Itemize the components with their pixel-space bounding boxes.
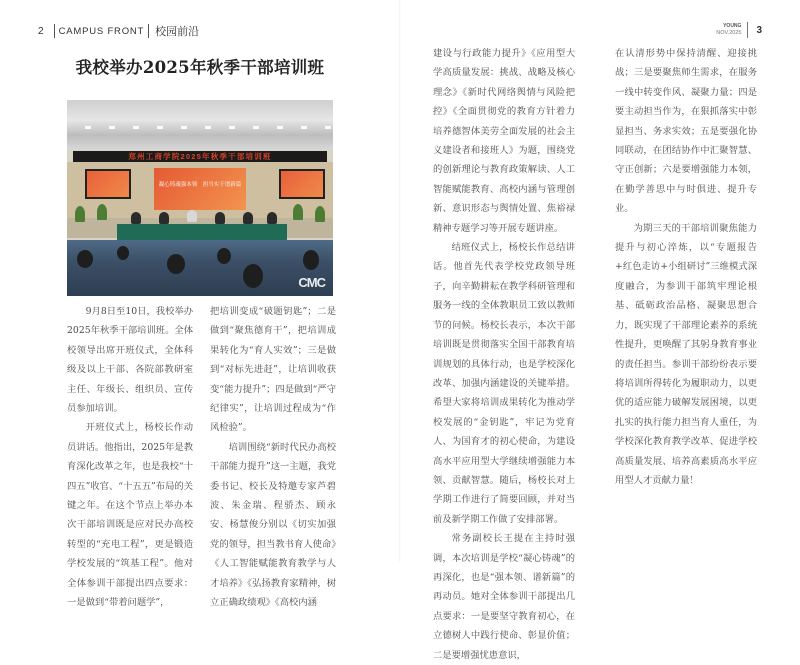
photo-audience-seats [67, 240, 333, 296]
photo-person [215, 212, 225, 224]
body-column-1 [67, 302, 193, 613]
header-divider [747, 22, 748, 38]
page-number: 3 [756, 24, 762, 36]
section-name-cn: 校园前沿 [155, 25, 200, 38]
photo-ceiling [67, 100, 333, 150]
photo-audience-head [117, 246, 129, 260]
photo-plant [97, 204, 107, 220]
left-page [0, 0, 400, 609]
article-title: 我校举办2025年秋季干部培训班 [75, 58, 325, 77]
photo-person [131, 212, 141, 224]
photo-side-screen-left [85, 169, 131, 199]
body-column-2 [210, 302, 336, 613]
body-column-3 [433, 44, 575, 665]
paragraph: 为期三天的干部培训聚焦能力提升与初心淬炼，以“专题报告+红色走访+小组研讨”三维模式深度融合，为参训干部筑牢理论根基、砥砺政治品格、凝聚思想合力，既实现了干部理论素养的系统性提升，更唤醒了其躬身教育事业的责任担当。参训干部纷纷表示要将培训所得转化为履职动力，以更优的适应能力破解发展困境，以更扎实的执行能力担当育人重任，为学校深化教育教学改革、促进学校高质量发展、培养高素质高水平应用型人才贡献力量！ [615, 222, 757, 486]
photo-audience-head [243, 264, 263, 288]
section-name-en: CAMPUS FRONT [58, 25, 145, 37]
body-column-4 [615, 44, 757, 490]
photo-led-banner: 郑州工商学院2025年秋季干部培训班 [73, 151, 327, 162]
photo-person [159, 212, 169, 224]
running-header-left [38, 24, 199, 38]
issue-date: NOV.2025 [716, 30, 742, 36]
photo-audience-head [77, 250, 93, 268]
photo-main-screen: 凝心铸魂强本领 担当实干谱新篇 [154, 168, 246, 210]
paragraph: 在认清形势中保持清醒、迎接挑战；三是要聚焦师生需求，在服务一线中转变作风、凝聚力量；四是要主动担当作为，在狠抓落实中彰显担当、务求实效；五是要强化协同联动，在团结协作中汇聚智慧、守正创新；六是要增强能力本领，在勤学善思中与时俱进、提升专业。 [615, 48, 757, 215]
header-divider [148, 24, 149, 38]
photo-audience-head [217, 248, 231, 264]
paragraph: 9月8日至10日，我校举办2025年秋季干部培训班。全体校领导出席开班仪式，全体科级及以上干部、各院部教研室主任、年级长、组织员、宣传员参加培训。 [67, 306, 193, 415]
right-page [400, 0, 800, 661]
photo-side-screen-right [279, 169, 325, 199]
photo-person [267, 212, 277, 224]
page-number: 2 [38, 25, 44, 37]
photo-plant [293, 204, 303, 220]
paragraph: 常务副校长王提在主持时强调，本次培训是学校“凝心铸魂”的再深化，也是“强本领、谱新篇”的再动员。她对全体参训干部提出几点要求：一是要坚守教育初心，在立德树人中践行使命、彰显价值；二是要增强忧患意识， [433, 533, 575, 661]
masthead: YOUNG [723, 23, 742, 29]
paragraph: 培训围绕“新时代民办高校干部能力提升”这一主题，我党委书记、校长及特邀专家芦碧波、朱金瑞、程骄杰、顾永安、杨慧俊分别以《切实加强党的领导，担当教书育人使命》《人工智能赋能教育教学与人才培养》《弘扬教育家精神，树立正确政绩观》《高校内涵 [210, 441, 336, 609]
paragraph: 结班仪式上，杨校长作总结讲话。他首先代表学校党政领导班子，向辛勤耕耘在教学科研管理和服务一线的全体教职员工致以教师节的问候。杨校长表示，本次干部培训既是贯彻落实全国干部教育培训规划的具体行动，也是学校深化改革、加强内涵建设的关键举措。希望大家将培训成果转化为推动学校发展的“金钥匙”，牢记为党育人、为国育才的初心使命，为建设高水平应用型大学继续增强能力本领、贡献智慧。随后，杨校长对上学期工作进行了简要回顾，并对当前及新学期工作做了安排部署。 [433, 242, 575, 525]
article-photo [67, 100, 333, 296]
photo-ceiling-lights [67, 126, 333, 129]
photo-audience-head [303, 250, 319, 270]
paragraph: 开班仪式上，杨校长作动员讲话。他指出，2025年是教育深化改革之年，也是我校“十四五”收官、“十五五”布局的关键之年。在这个节点上举办本次干部培训既是应对民办高校转型的“充电工程”，更是锻造学校发展的“筑基工程”。他对全体参训干部提出四点要求：一是做到“带着问题学”， [67, 422, 193, 609]
running-header-right [716, 22, 762, 38]
issue-meta [716, 23, 741, 37]
photo-person [187, 210, 197, 222]
paragraph: 建设与行政能力提升》《应用型大学高质量发展：挑战、战略及核心理念》《新时代网络舆情与风险把控》《全面贯彻党的教育方针着力培养德智体美劳全面发展的社会主义建设者和接班人》为题，围绕党的创新理论与教育政策解读、人工智能赋能教育、高校内涵与管理创新、意识形态与舆情处置、焦裕禄精神专题学习等开展专题讲座。 [433, 48, 575, 234]
photo-person [243, 212, 253, 224]
photo-plant [315, 206, 325, 222]
paragraph: 把培训变成“破题钥匙”；二是做到“聚焦德育干”，把培训成果转化为“育人实效”；三是做到“对标先进赶”，让培训收获变“能力提升”；四是做到“严守纪律实”，让培训过程成为“作风检验”。 [210, 306, 336, 434]
photo-audience-head [167, 254, 185, 274]
photo-plant [75, 206, 85, 222]
header-divider [54, 24, 55, 38]
photo-watermark-logo: CMC [298, 275, 325, 290]
